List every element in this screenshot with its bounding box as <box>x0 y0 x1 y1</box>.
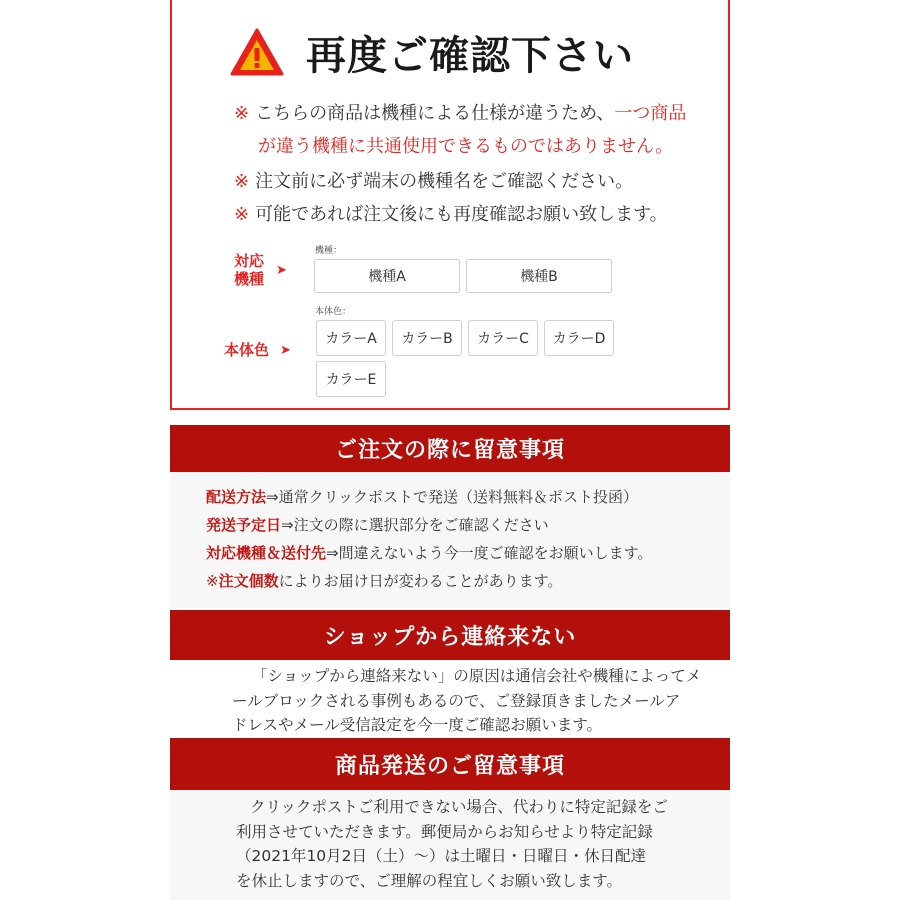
note-1-highlight: 一つ商品 <box>614 103 687 124</box>
color-option-c[interactable]: カラーC <box>468 320 538 356</box>
paragraph-line: クリックポストご利用できない場合、代わりに特定記録をご <box>250 798 668 816</box>
order-note-shipping-method <box>206 486 638 508</box>
model-option-a[interactable]: 機種A <box>314 259 460 293</box>
paragraph-line: を休止しますので、ご理解の程宜しくお願い致します。 <box>236 871 622 890</box>
note-mark: ※ <box>234 204 250 225</box>
order-note-key: 注文個数 <box>218 572 279 590</box>
warning-icon <box>230 28 284 76</box>
color-caption: 本体色： <box>315 307 352 317</box>
order-note-quantity <box>206 570 562 592</box>
color-option-b[interactable]: カラーB <box>392 320 462 356</box>
model-label-line1: 対応 <box>234 252 265 270</box>
no-contact-heading: ショップから連絡来ない <box>170 610 730 660</box>
page-title: 再度ご確認下さい <box>306 32 634 79</box>
order-note-text: ⇒注文の際に選択部分をご確認ください <box>281 516 549 534</box>
model-label <box>234 252 264 288</box>
no-contact-paragraph <box>232 664 722 738</box>
note-3-text: 可能であれば注文後にも再度確認お願い致します。 <box>255 204 668 225</box>
color-label: 本体色 <box>224 341 270 359</box>
model-arrow-icon: ➤ <box>276 263 287 278</box>
order-note-key: 発送予定日 <box>206 516 282 534</box>
note-2-text: 注文前に必ず端末の機種名をご確認ください。 <box>255 171 634 192</box>
paragraph-line: ールブロックされる事例もあるので、ご登録頂きましたメールア <box>232 691 681 710</box>
color-option-d[interactable]: カラーD <box>544 320 614 356</box>
confirm-title-row <box>230 22 634 82</box>
model-label-line2: 機種 <box>234 270 265 288</box>
note-2 <box>234 169 633 195</box>
order-note-model-address <box>206 542 652 564</box>
shipping-heading: 商品発送のご留意事項 <box>170 738 730 790</box>
note-1-continued: が違う機種に共通使用できるものではありません。 <box>258 136 674 157</box>
paragraph-line: ドレスやメール受信設定を今一度ご確認お願います。 <box>232 716 602 734</box>
note-1 <box>234 101 686 127</box>
paragraph-line: 「ショップから連絡来ない」の原因は通信会社や機種によってメ <box>252 667 702 685</box>
color-option-a[interactable]: カラーA <box>316 320 386 356</box>
order-note-text: によりお届け日が変わることがあります。 <box>278 572 563 590</box>
order-note-text: ⇒通常クリックポストで発送（送料無料＆ポスト投函） <box>266 488 638 506</box>
order-note-text: ⇒間違えないよう今一度ご確認をお願いします。 <box>326 544 653 562</box>
color-arrow-icon: ➤ <box>280 343 291 358</box>
paragraph-line: （2021年10月2日（土）～）は土曜日・日曜日・休日配達 <box>236 847 647 865</box>
model-caption: 機種： <box>315 246 343 256</box>
order-notes-heading: ご注文の際に留意事項 <box>170 425 730 472</box>
shipping-paragraph <box>236 795 726 893</box>
paragraph-line: 利用させていただきます。郵便局からお知らせより特定記録 <box>236 822 653 841</box>
order-note-key: 配送方法 <box>206 488 267 506</box>
note-1-text: こちらの商品は機種による仕様が違うため、 <box>255 103 615 124</box>
confirm-box <box>170 0 730 410</box>
note-mark: ※ <box>234 171 250 192</box>
order-note-ship-date <box>206 514 549 536</box>
order-note-mark: ※ <box>206 572 219 590</box>
order-note-key: 対応機種＆送付先 <box>206 544 327 562</box>
model-option-b[interactable]: 機種B <box>466 259 612 293</box>
color-option-e[interactable]: カラーE <box>316 361 386 397</box>
note-mark: ※ <box>234 103 250 124</box>
note-3 <box>234 202 668 228</box>
